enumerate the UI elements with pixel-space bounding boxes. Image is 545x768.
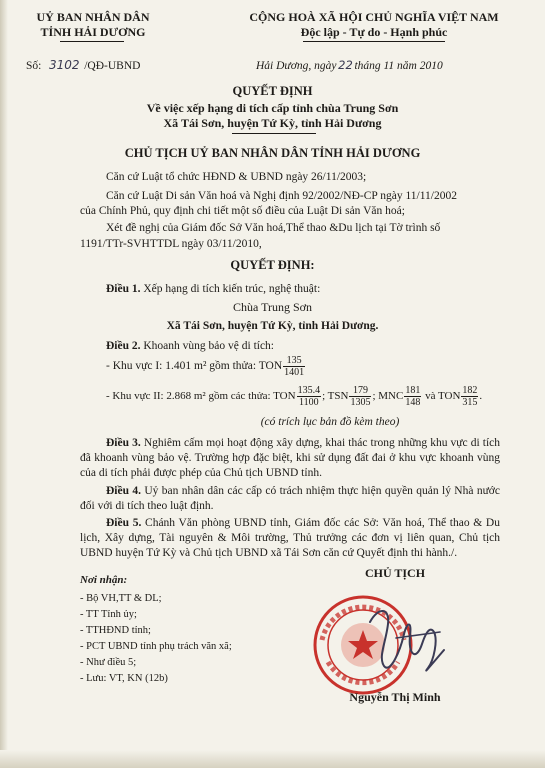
signer-title: CHỦ TỊCH bbox=[364, 566, 426, 580]
recipient-item: - Như điều 5; bbox=[80, 657, 137, 668]
zone-1-parcel-sheet: 1401 bbox=[284, 367, 305, 378]
org-name-line1: UỶ BAN NHÂN DÂN bbox=[36, 10, 150, 24]
document-subject-line1: Về việc xếp hạng di tích cấp tỉnh chùa Trung Sơn bbox=[146, 101, 399, 115]
document-subject-line2: Xã Tái Sơn, huyện Tứ Kỳ, tỉnh Hải Dương bbox=[163, 116, 382, 130]
org-name-line2: TỈNH HẢI DƯƠNG bbox=[40, 25, 146, 39]
document-title: QUYẾT ĐỊNH bbox=[232, 84, 313, 98]
issue-date bbox=[256, 58, 443, 72]
document-number-label: Số: bbox=[26, 60, 42, 72]
article-3-text: Nghiêm cấm mọi hoạt động xây dựng, khai thác trong những khu vực di tích đã khoanh vùng bảo vệ. Trường hợp đặc biệt, khi sử dụng đất đai ở khu vực khoanh vùng của di tích phải được phép của Chủ tịch UBND tỉnh. bbox=[80, 437, 501, 479]
zone-2-parcel-fraction-2 bbox=[349, 385, 371, 408]
issue-date-day: 22 bbox=[338, 58, 353, 72]
zone-2-parcel-1-number: 135.4 bbox=[297, 385, 321, 396]
motto-underline bbox=[303, 41, 445, 42]
zone-2-parcel-fraction-3 bbox=[404, 385, 421, 408]
issue-date-suffix: tháng 11 năm 2010 bbox=[354, 60, 443, 72]
basis-line-2b: của Chính Phủ, quy định chi tiết một số điều của Luật Di sản Văn hoá; bbox=[80, 205, 405, 217]
signer-name: Nguyễn Thị Minh bbox=[349, 690, 441, 704]
zone-2-parcel-2-label: ; MNC bbox=[372, 390, 404, 403]
basis-line-3a: Xét đề nghị của Giám đốc Sở Văn hoá,Thể thao &Du lịch tại Tờ trình số bbox=[106, 222, 441, 234]
article-5-text: Chánh Văn phòng UBND tỉnh, Giám đốc các Sở: Văn hoá, Thể thao & Du lịch, Xây dựng, Tài nguyên & Môi trường, Thủ trưởng các đơn vị liên quan, Chủ tịch UBND huyện Tứ Kỳ và Chủ tịch UBND xã Tái Sơn căn cứ Quyết định thi hành./. bbox=[80, 517, 500, 559]
handwritten-signature bbox=[360, 602, 455, 682]
article-3-label: Điều 3. bbox=[106, 437, 141, 449]
zone-1-parcel-number: 135 bbox=[283, 355, 305, 367]
zone-2-parcel-3-sheet: 148 bbox=[405, 397, 421, 408]
article-3 bbox=[80, 436, 500, 481]
heritage-site-name: Chùa Trung Sơn bbox=[232, 300, 313, 314]
zone-1-line bbox=[106, 355, 306, 378]
zone-2-line bbox=[106, 385, 482, 408]
article-1 bbox=[106, 283, 320, 295]
article-4-label: Điều 4. bbox=[106, 485, 141, 497]
issue-date-prefix: Hải Dương, ngày bbox=[256, 60, 337, 72]
scan-shadow-bottom bbox=[0, 750, 545, 768]
org-underline bbox=[60, 41, 124, 42]
national-title: CỘNG HOÀ XÃ HỘI CHỦ NGHĨA VIỆT NAM bbox=[249, 10, 499, 24]
basis-line-3b: 1191/TTr-SVHTTDL ngày 03/11/2010, bbox=[80, 238, 262, 250]
zone-1-text: - Khu vực I: 1.401 m² gồm thửa: TON bbox=[106, 360, 283, 373]
document-number bbox=[26, 58, 140, 72]
article-5-label: Điều 5. bbox=[106, 517, 142, 529]
article-5 bbox=[80, 516, 500, 561]
basis-line-1: Căn cứ Luật tổ chức HĐND & UBND ngày 26/11/2003; bbox=[106, 171, 367, 183]
zone-2-parcel-2-sheet: 1305 bbox=[350, 397, 371, 408]
article-2-label: Điều 2. bbox=[106, 340, 141, 352]
article-2 bbox=[106, 340, 274, 352]
decision-heading: QUYẾT ĐỊNH: bbox=[230, 258, 315, 272]
zone-2-parcel-1-label: ; TSN bbox=[322, 390, 349, 403]
recipients-heading: Nơi nhận: bbox=[80, 574, 128, 586]
zone-2-text: - Khu vực II: 2.868 m² gồm các thửa: TON bbox=[106, 390, 296, 403]
map-attachment-note: (có trích lục bản đồ kèm theo) bbox=[260, 416, 400, 428]
zone-2-parcel-fraction-4 bbox=[461, 385, 478, 408]
recipient-item: - PCT UBND tỉnh phụ trách văn xã; bbox=[80, 641, 232, 652]
zone-2-parcel-3-label: và TON bbox=[422, 390, 461, 403]
article-1-text: Xếp hạng di tích kiến trúc, nghệ thuật: bbox=[143, 283, 321, 295]
basis-line-2a: Căn cứ Luật Di sản Văn hoá và Nghị định 92/2002/NĐ-CP ngày 11/11/2002 bbox=[106, 190, 457, 202]
recipient-item: - TT Tỉnh ủy; bbox=[80, 609, 137, 620]
zone-1-parcel-fraction bbox=[283, 355, 305, 378]
subject-underline bbox=[232, 133, 316, 134]
recipient-item: - TTHĐND tỉnh; bbox=[80, 625, 151, 636]
issuing-authority: CHỦ TỊCH UỶ BAN NHÂN DÂN TỈNH HẢI DƯƠNG bbox=[124, 146, 421, 160]
zone-2-parcel-1-sheet: 1100 bbox=[298, 397, 319, 408]
article-2-text: Khoanh vùng bảo vệ di tích: bbox=[143, 340, 275, 352]
heritage-site-location: Xã Tái Sơn, huyện Tứ Kỳ, tỉnh Hải Dương. bbox=[166, 320, 379, 332]
zone-2-parcel-4-label: . bbox=[479, 390, 483, 403]
document-number-handwritten: 3102 bbox=[48, 58, 80, 72]
zone-2-parcel-2-number: 179 bbox=[349, 385, 371, 397]
national-motto: Độc lập - Tự do - Hạnh phúc bbox=[300, 25, 448, 39]
article-1-label: Điều 1. bbox=[106, 283, 141, 295]
zone-2-parcel-fraction-1 bbox=[297, 385, 322, 408]
recipient-item: - Bộ VH,TT & DL; bbox=[80, 593, 162, 604]
zone-2-parcel-3-number: 181 bbox=[405, 385, 421, 396]
recipient-item: - Lưu: VT, KN (12b) bbox=[80, 673, 168, 684]
article-4-text: Uỷ ban nhân dân các cấp có trách nhiệm thực hiện quyền quản lý Nhà nước đối với di tích theo luật định. bbox=[80, 485, 500, 512]
zone-2-parcel-4-sheet: 315 bbox=[462, 397, 478, 408]
article-4 bbox=[80, 484, 500, 514]
document-number-suffix: /QĐ-UBND bbox=[84, 60, 141, 72]
zone-2-parcel-4-number: 182 bbox=[462, 385, 478, 396]
